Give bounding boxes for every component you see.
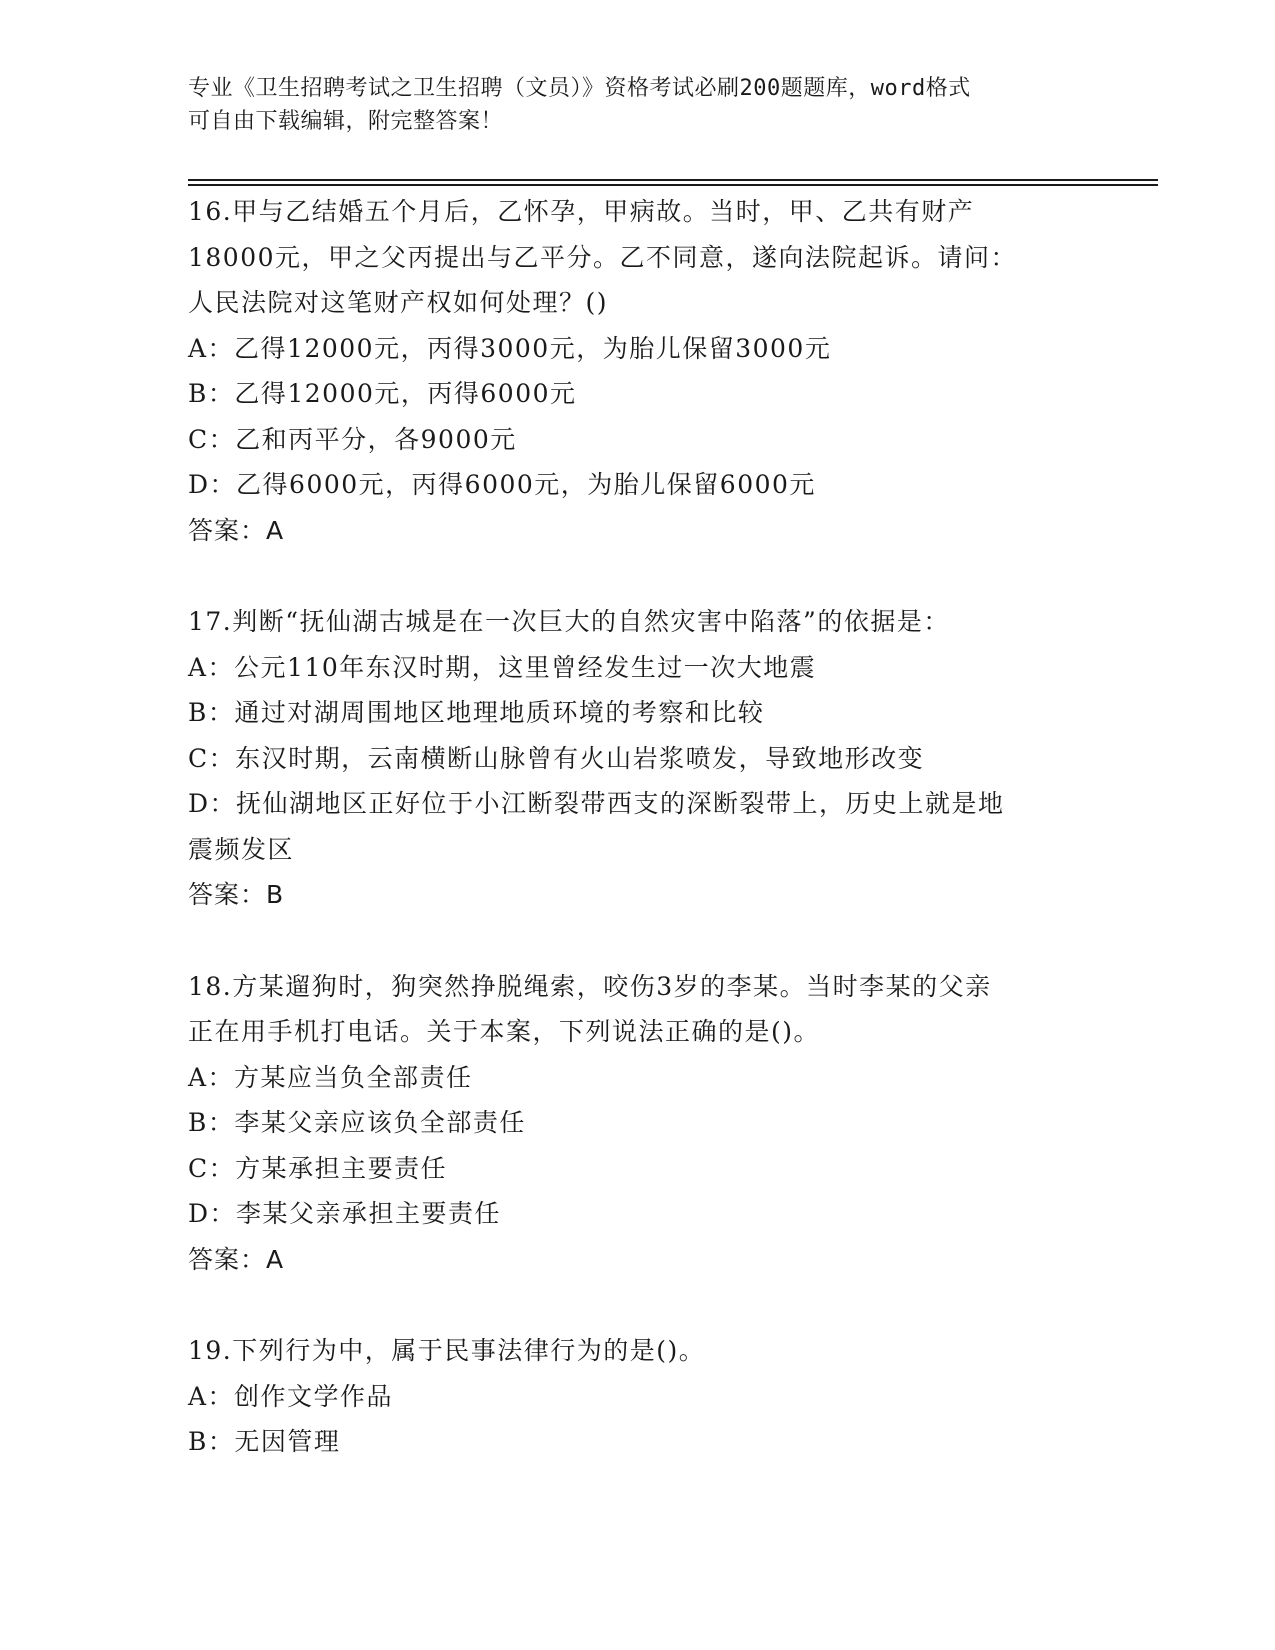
option-c: C：方某承担主要责任 xyxy=(188,1153,448,1183)
option-c: C：乙和丙平分，各9000元 xyxy=(188,424,517,454)
header-divider-bottom xyxy=(188,184,1158,186)
question-stem-line: 正在用手机打电话。关于本案，下列说法正确的是()。 xyxy=(188,1017,821,1046)
option-d: D：李某父亲承担主要责任 xyxy=(188,1199,502,1228)
option-a: A：乙得12000元，丙得3000元，为胎儿保留3000元 xyxy=(188,333,832,363)
option-b: B：李某父亲应该负全部责任 xyxy=(188,1108,526,1137)
answer: 答案：A xyxy=(188,515,285,545)
option-a: A：公元110年东汉时期，这里曾经发生过一次大地震 xyxy=(188,652,817,682)
header-divider-top xyxy=(188,179,1158,181)
header-line-1: 专业《卫生招聘考试之卫生招聘（文员）》资格考试必刷200题题库，word格式 xyxy=(188,76,971,101)
question-16 xyxy=(188,189,1088,553)
option-d: D：乙得6000元，丙得6000元，为胎儿保留6000元 xyxy=(188,470,816,499)
option-b: B：无因管理 xyxy=(188,1427,341,1456)
option-c: C：东汉时期，云南横断山脉曾有火山岩浆喷发，导致地形改变 xyxy=(188,743,925,773)
question-stem-line: 19.下列行为中，属于民事法律行为的是()。 xyxy=(188,1336,706,1365)
question-stem-line: 人民法院对这笔财产权如何处理？() xyxy=(188,288,609,317)
option-a: A：创作文学作品 xyxy=(188,1381,394,1411)
question-stem-line: 17.判断“抚仙湖古城是在一次巨大的自然灾害中陷落”的依据是： xyxy=(188,607,950,636)
option-d-continued: 震频发区 xyxy=(188,834,295,864)
question-stem-line: 18000元，甲之父丙提出与乙平分。乙不同意，遂向法院起诉。请问： xyxy=(188,242,1018,272)
question-17 xyxy=(188,599,1088,918)
option-b: B：通过对湖周围地区地理地质环境的考察和比较 xyxy=(188,698,765,727)
header-line-2: 可自由下载编辑，附完整答案！ xyxy=(188,109,504,134)
option-a: A：方某应当负全部责任 xyxy=(188,1062,473,1092)
question-list xyxy=(188,189,1088,1511)
document-header xyxy=(188,72,1068,138)
answer: 答案：B xyxy=(188,880,285,909)
question-18 xyxy=(188,964,1088,1283)
option-d: D：抚仙湖地区正好位于小江断裂带西支的深断裂带上，历史上就是地 xyxy=(188,789,1005,818)
question-19 xyxy=(188,1328,1088,1465)
question-stem-line: 16.甲与乙结婚五个月后，乙怀孕，甲病故。当时，甲、乙共有财产 xyxy=(188,197,975,226)
option-b: B：乙得12000元，丙得6000元 xyxy=(188,379,577,408)
question-stem-line: 18.方某遛狗时，狗突然挣脱绳索，咬伤3岁的李某。当时李某的父亲 xyxy=(188,971,992,1001)
answer: 答案：A xyxy=(188,1244,285,1274)
